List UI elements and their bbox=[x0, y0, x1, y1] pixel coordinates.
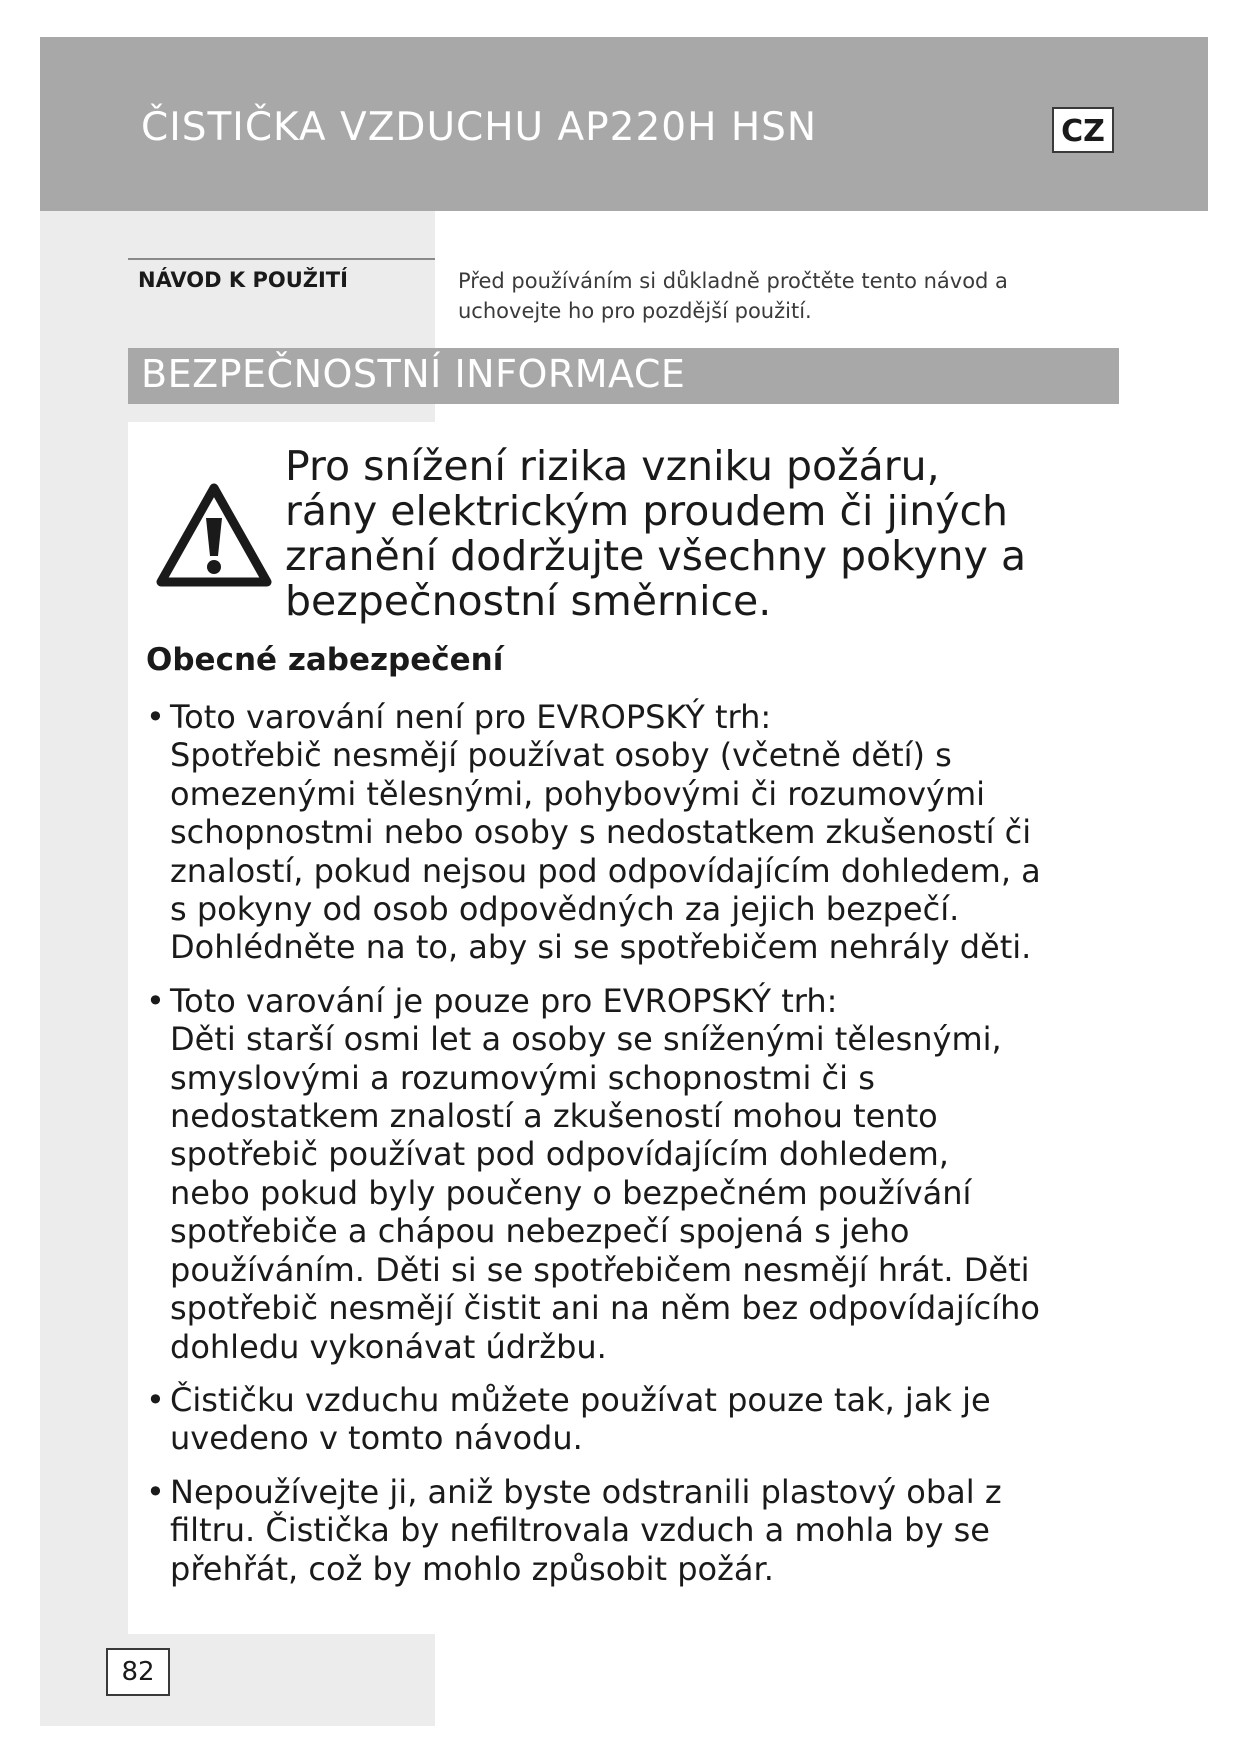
manual-label: NÁVOD K POUŽITÍ bbox=[138, 268, 348, 292]
section-heading: BEZPEČNOSTNÍ INFORMACE bbox=[141, 352, 686, 396]
bullet-line: omezenými tělesnými, pohybovými či rozumovými bbox=[170, 774, 986, 813]
bullet-marker: • bbox=[146, 1380, 165, 1419]
warning-line: bezpečnostní směrnice. bbox=[285, 577, 772, 625]
bullet-line: spotřebiče a chápou nebezpečí spojená s jeho bbox=[170, 1212, 910, 1251]
manual-intro-line: Před používáním si důkladně pročtěte tento návod a bbox=[458, 269, 1008, 293]
warning-line: Pro snížení rizika vzniku požáru, bbox=[285, 442, 940, 490]
bullet-line: dohledu vykonávat údržbu. bbox=[170, 1327, 607, 1366]
section-divider bbox=[128, 258, 435, 260]
bullet-marker: • bbox=[146, 981, 165, 1020]
manual-intro-line: uchovejte ho pro pozdější použití. bbox=[458, 299, 812, 323]
bullet-item bbox=[146, 698, 1116, 967]
bullet-line: s pokyny od osob odpovědných za jejich bezpečí. bbox=[170, 890, 960, 929]
bullet-line: uvedeno v tomto návodu. bbox=[170, 1419, 583, 1458]
bullet-line: Toto varování není pro EVROPSKÝ trh: bbox=[170, 698, 772, 736]
bullet-line: spotřebič nesmějí čistit ani na něm bez odpovídajícího bbox=[170, 1289, 1040, 1328]
bullet-line: přehřát, což by mohlo způsobit požár. bbox=[170, 1549, 774, 1588]
warning-statement bbox=[285, 444, 1105, 624]
bullet-line: používáním. Děti si se spotřebičem nesmějí hrát. Děti bbox=[170, 1250, 1030, 1289]
bullet-line: Nepoužívejte ji, aniž byste odstranili plastový obal z bbox=[170, 1472, 1002, 1511]
bullet-line: Čističku vzduchu můžete používat pouze tak, jak je bbox=[170, 1380, 991, 1419]
page-number: 82 bbox=[106, 1648, 170, 1696]
bullet-line: Děti starší osmi let a osoby se sníženými tělesnými, bbox=[170, 1020, 1002, 1059]
bullet-line: Toto varování je pouze pro EVROPSKÝ trh: bbox=[170, 981, 838, 1020]
product-title: ČISTIČKA VZDUCHU AP220H HSN bbox=[141, 105, 818, 150]
general-safety-heading: Obecné zabezpečení bbox=[146, 642, 504, 678]
bullet-marker: • bbox=[146, 698, 165, 736]
bullet-line: filtru. Čistička by nefiltrovala vzduch a mohla by se bbox=[170, 1511, 990, 1550]
bullet-line: schopnostmi nebo osoby s nedostatkem zkušeností či bbox=[170, 813, 1032, 852]
bullet-line: nebo pokud byly poučeny o bezpečném používání bbox=[170, 1173, 972, 1212]
manual-intro bbox=[458, 266, 1098, 326]
warning-exclamation-bar bbox=[206, 518, 222, 556]
bullet-item bbox=[146, 1381, 1116, 1458]
bullet-item bbox=[146, 1473, 1116, 1588]
language-badge: CZ bbox=[1052, 107, 1114, 153]
warning-line: zranění dodržujte všechny pokyny a bbox=[285, 532, 1027, 580]
bullet-line: smyslovými a rozumovými schopnostmi či s bbox=[170, 1058, 875, 1097]
bullet-line: Spotřebič nesmějí používat osoby (včetně dětí) s bbox=[170, 736, 952, 775]
warning-triangle-icon bbox=[155, 482, 273, 588]
bullet-line: spotřebič používat pod odpovídajícím dohledem, bbox=[170, 1135, 949, 1174]
bullet-line: Dohlédněte na to, aby si se spotřebičem nehrály děti. bbox=[170, 928, 1032, 967]
bullet-line: znalostí, pokud nejsou pod odpovídajícím dohledem, a bbox=[170, 851, 1041, 890]
bullet-item bbox=[146, 982, 1116, 1366]
bullet-marker: • bbox=[146, 1472, 165, 1511]
safety-bullet-list bbox=[146, 698, 1116, 1603]
warning-line: rány elektrickým proudem či jiných bbox=[285, 487, 1009, 535]
warning-exclamation-dot bbox=[207, 560, 221, 574]
bullet-line: nedostatkem znalostí a zkušeností mohou tento bbox=[170, 1097, 938, 1136]
